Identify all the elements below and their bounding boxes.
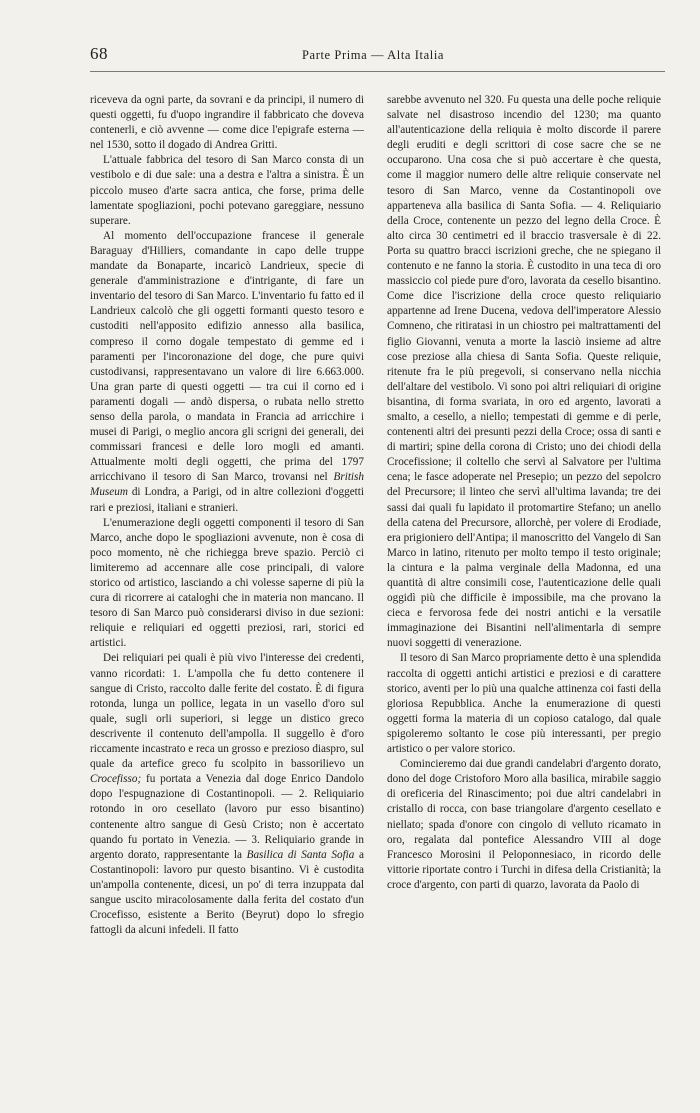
paragraph: Il tesoro di San Marco propriamente detto è una splendida raccolta di oggetti antichi artistici e preziosi e di carattere storico, aventi per lo più una qualche attinenza coi fasti della gloriosa Repubblica. Anche la enumerazione di questi oggetti forma la materia di un copioso catalogo, dal quale spigoleremo soltanto le cose più interessanti, per pregio artistico o per valore storico. (387, 652, 661, 756)
page-header (90, 44, 665, 68)
header-rule (90, 71, 665, 72)
text-run: Al momento dell'occupazione francese il generale Baraguay d'Hilliers, comandante in capo delle truppe mandate da Bonaparte, incaricò Landrieux, specie di generale d'amministrazione e d'intrigante, di fare un inventario del tesoro di San Marco. L'inventario fu fatto ed il Landrieux calcolò che gli oggetti formanti questo tesoro e custoditi nell'apposito edifizio annesso alla basilica, compreso il corno dogale tempestato di gemme ed i paramenti per l'incoronazione del doge, che pure quivi custodivansi, rappresentavano un valore di lire 6.663.000. Una gran parte di questi oggetti — tra cui il corno ed i paramenti dogali — andò dispersa, o rubata nello stretto senso della parola, o mandata in Francia ad arricchire i musei di Parigi, o meglio ancora gli scrigni dei generali, dei commissari francesi e delle loro mogli ed amanti. Attualmente molti degli oggetti, che prima del 1797 arricchivano il tesoro di San Marco, trovansi nel (90, 229, 364, 484)
paragraph: Comincieremo dai due grandi candelabri d'argento dorato, dono del doge Cristoforo Moro alla basilica, mirabile saggio di oreficeria del Rinascimento; poi due altri candelabri in cristallo di rocca, con base triangolare d'argento cesellato e niellato; spada d'onore con cingolo di velluto ricamato in oro, regalata dal pontefice Alessandro VIII al doge Francesco Morosini il Peloponnesiaco, in ricordo delle vittorie riportate contro i Turchi in difesa della Cristianità; la croce d'argento, con parti di quarzo, lavorata da Paolo di (387, 758, 661, 891)
paragraph: L'enumerazione degli oggetti componenti il tesoro di San Marco, anche dopo le spogliazioni avvenute, non è cosa di poco momento, nè che richiegga breve spazio. Perciò ci limiteremo ad accennare alle cose principali, di valore storico od artistico, lasciando a chi volesse saperne di più la cura di ricorrere ai cataloghi che in materia non mancano. Il tesoro di San Marco può considerarsi diviso in due sezioni: reliquie e reliquiari ed oggetti preziosi, rari, storici ed artistici. (90, 516, 364, 650)
text-run: Dei reliquiari pei quali è più vivo l'interesse dei credenti, vanno ricordati: 1. L'ampolla che fu detto contenere il sangue di Cristo, raccolto dalle ferite del costato. È di figura rotonda, lunga un pollice, legata in un vasello d'oro sul quale, sugli orli superiori, si legge un distico greco descrivente il contenuto dell'ampolla. Il suggello è d'oro riccamente incastrato e reca un grosso e prezioso diaspro, sul quale da artefice greco fu scolpito in bassorilievo un (90, 652, 364, 771)
running-title: Parte Prima — Alta Italia (302, 48, 445, 62)
paragraph: riceveva da ogni parte, da sovrani e da principi, il numero di questi oggetti, fu d'uopo ingrandire il fabbricato che doveva contenerli, e ciò avvenne — come dice l'epigrafe esterna — nel 1530, sotto il dogado di Andrea Gritti. (90, 94, 364, 152)
text-run: di Londra, a Parigi, od in altre collezioni d'oggetti rari e preziosi, italiani e stranieri. (90, 486, 364, 514)
italic-title: British Museum (90, 471, 364, 499)
left-column (90, 93, 364, 938)
text-run: fu portata a Venezia dal doge Enrico Dandolo dopo l'espugnazione di Costantinopoli. — 2. Reliquiario rotondo in oro cesellato (lavoro pur esso bisantino) contenente altro sangue di Gesù Cristo; non è accertato quando fu portato in Venezia. — 3. Reliquiario grande in argento dorato, rappresentante la (90, 773, 365, 861)
paragraph: L'attuale fabbrica del tesoro di San Marco consta di un vestibolo e di due sale: una a destra e l'altra a sinistra. È un piccolo museo d'arte sacra antica, che forse, prima delle lamentate spogliazioni, pochi potevano gareggiare, nessuno superare. (90, 154, 364, 227)
paragraph (90, 229, 364, 516)
page-number: 68 (90, 44, 108, 63)
italic-term: Crocefisso; (90, 773, 142, 786)
text-run: a Costantinopoli: lavoro pur questo bisantino. Vi è custodita un'ampolla contenente, dicesi, un po' di terra inzuppata dal sangue uscito miracolosamente dalla ferita del costato d'un Crocefisso, esistente a Berito (Beyrut) dopo lo sfregio fattogli da alcuni infedeli. Il fatto (90, 848, 365, 937)
italic-title: Basilica di Santa Sofia (246, 848, 355, 861)
paragraph: sarebbe avvenuto nel 320. Fu questa una delle poche reliquie salvate nel disastroso incendio del 1230; ma quanto all'autenticazione della reliquia è molto discorde il parere degli eruditi e degli scrittori di cose sacre che se ne occuparono. Una cosa che si può accertare è che questa, come il maggior numero delle altre reliquie conservate nel tesoro di San Marco, venne da Costantinopoli ove apparteneva alla basilica di Santa Sofia. — 4. Reliquiario della Croce, contenente un pezzo del legno della Croce. È alto circa 30 centimetri ed il braccio trasversale è di 22. Porta su quattro bracci iscrizioni greche, che ne spiegano il contenuto e ne fanno la storia. È custodito in una teca di oro massiccio col piede pure d'oro, lavorata da cesello bisantino. Come dice l'iscrizione della croce questo reliquiario appartenne ad Irene Ducena, vedova dell'imperatore Alessio Comneno, che ritiratasi in un chiostro pei maltrattamenti del figlio Giovanni, venuta a morte la lasciò insieme ad altre cose preziose alla chiesa di Santa Sofia. Queste reliquie, ritenute fra le più pregevoli, si conservano nella nicchia dell'altare del vestibolo. Vi sono poi altri reliquiari di origine bisantina, di forma svariata, in oro ed argento, lavorati a smalto, a cesello, a niello; tempestati di gemme e di perle, contenenti altri dei presunti pezzi della Croce; ossa di santi e di martiri; spine della corona di Cristo; uno dei chiodi della Crocefissione; il coltello che servì al Salvatore per l'ultima cena; le fasce adoperate nel Presepio; un pezzo del sepolcro del Precursore; il linteo che servì all'ultima lavanda; tre dei sassi dai quali fu lapidato il protomartire Stefano; un anello della catena del Precursore, allorchè, per volere di Erodiade, era prigioniero dell'Antipa; il manoscritto del Vangelo di San Marco in latino, ritenuto per molto tempo il testo originale; la cintura e la palma verginale della Madonna, ed una quantità di altre consimili cose, l'autenticazione delle quali oggidì più che difficile è impossibile, ma che provano la cieca e fervorosa fede dei nostri antichi e la versatile immaginazione dei Bisantini nell'alimentarla di sempre nuovi soggetti di venerazione. (387, 94, 661, 650)
right-column (387, 93, 661, 893)
paragraph (90, 651, 364, 938)
